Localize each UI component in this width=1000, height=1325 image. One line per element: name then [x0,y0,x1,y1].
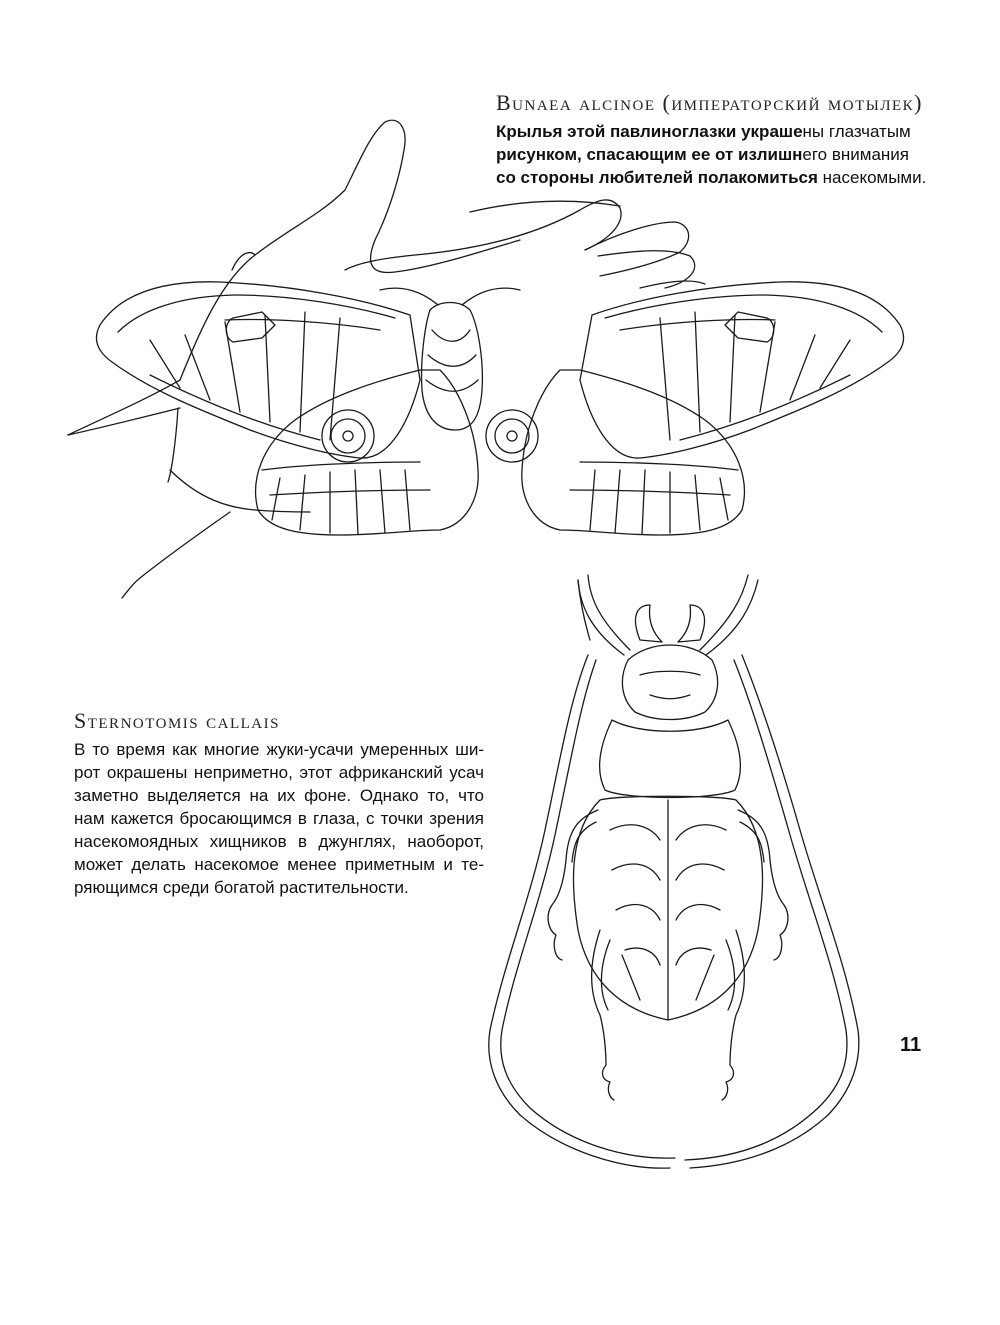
beetle-description-line: рот окрашены неприметно, этот африканский усач [74,763,484,782]
moth-description-line [496,143,909,166]
beetle-description-line: может делать насекомое менее приметным и те- [74,855,484,874]
beetle-species-title: Sternotomis callais [74,708,280,733]
moth-line-2-bold: рисунком, спасающим ее от излишн [496,145,803,164]
moth-line-2-rest: его внимания [802,145,909,164]
beetle-description-line: насекомоядных хищников в джунглях, наоборот, [74,832,484,851]
moth-line-1-rest: ны глазчатым [802,122,911,141]
moth-description [496,120,927,189]
beetle-description-line: нам кажется бросающимся в глаза, с точки зрения [74,809,484,828]
beetle-antennae [489,575,859,1168]
moth-line-1-bold: Крылья этой павлиноглазки украше [496,122,803,141]
beetle-description-line: ряющимся среди богатой растительности. [74,878,409,897]
beetle-description-line: В то время как многие жуки-усачи умеренных ши- [74,740,484,759]
moth-line-3-rest: насекомыми. [817,168,927,187]
moth-species-title: Bunaea alcinoe (императорский мотылек) [496,90,923,115]
moth-description-line [496,166,927,189]
beetle-description [74,738,484,899]
beetle-description-line: заметно выделяется на их фоне. Однако то, что [74,786,484,805]
moth-description-line [496,120,911,143]
moth-line-3-bold: со стороны любителей полакомиться [496,168,818,187]
beetle-head-pronotum [600,605,741,798]
beetle-caption [74,708,484,899]
page-number: 11 [900,1034,922,1056]
moth-caption [496,90,927,189]
